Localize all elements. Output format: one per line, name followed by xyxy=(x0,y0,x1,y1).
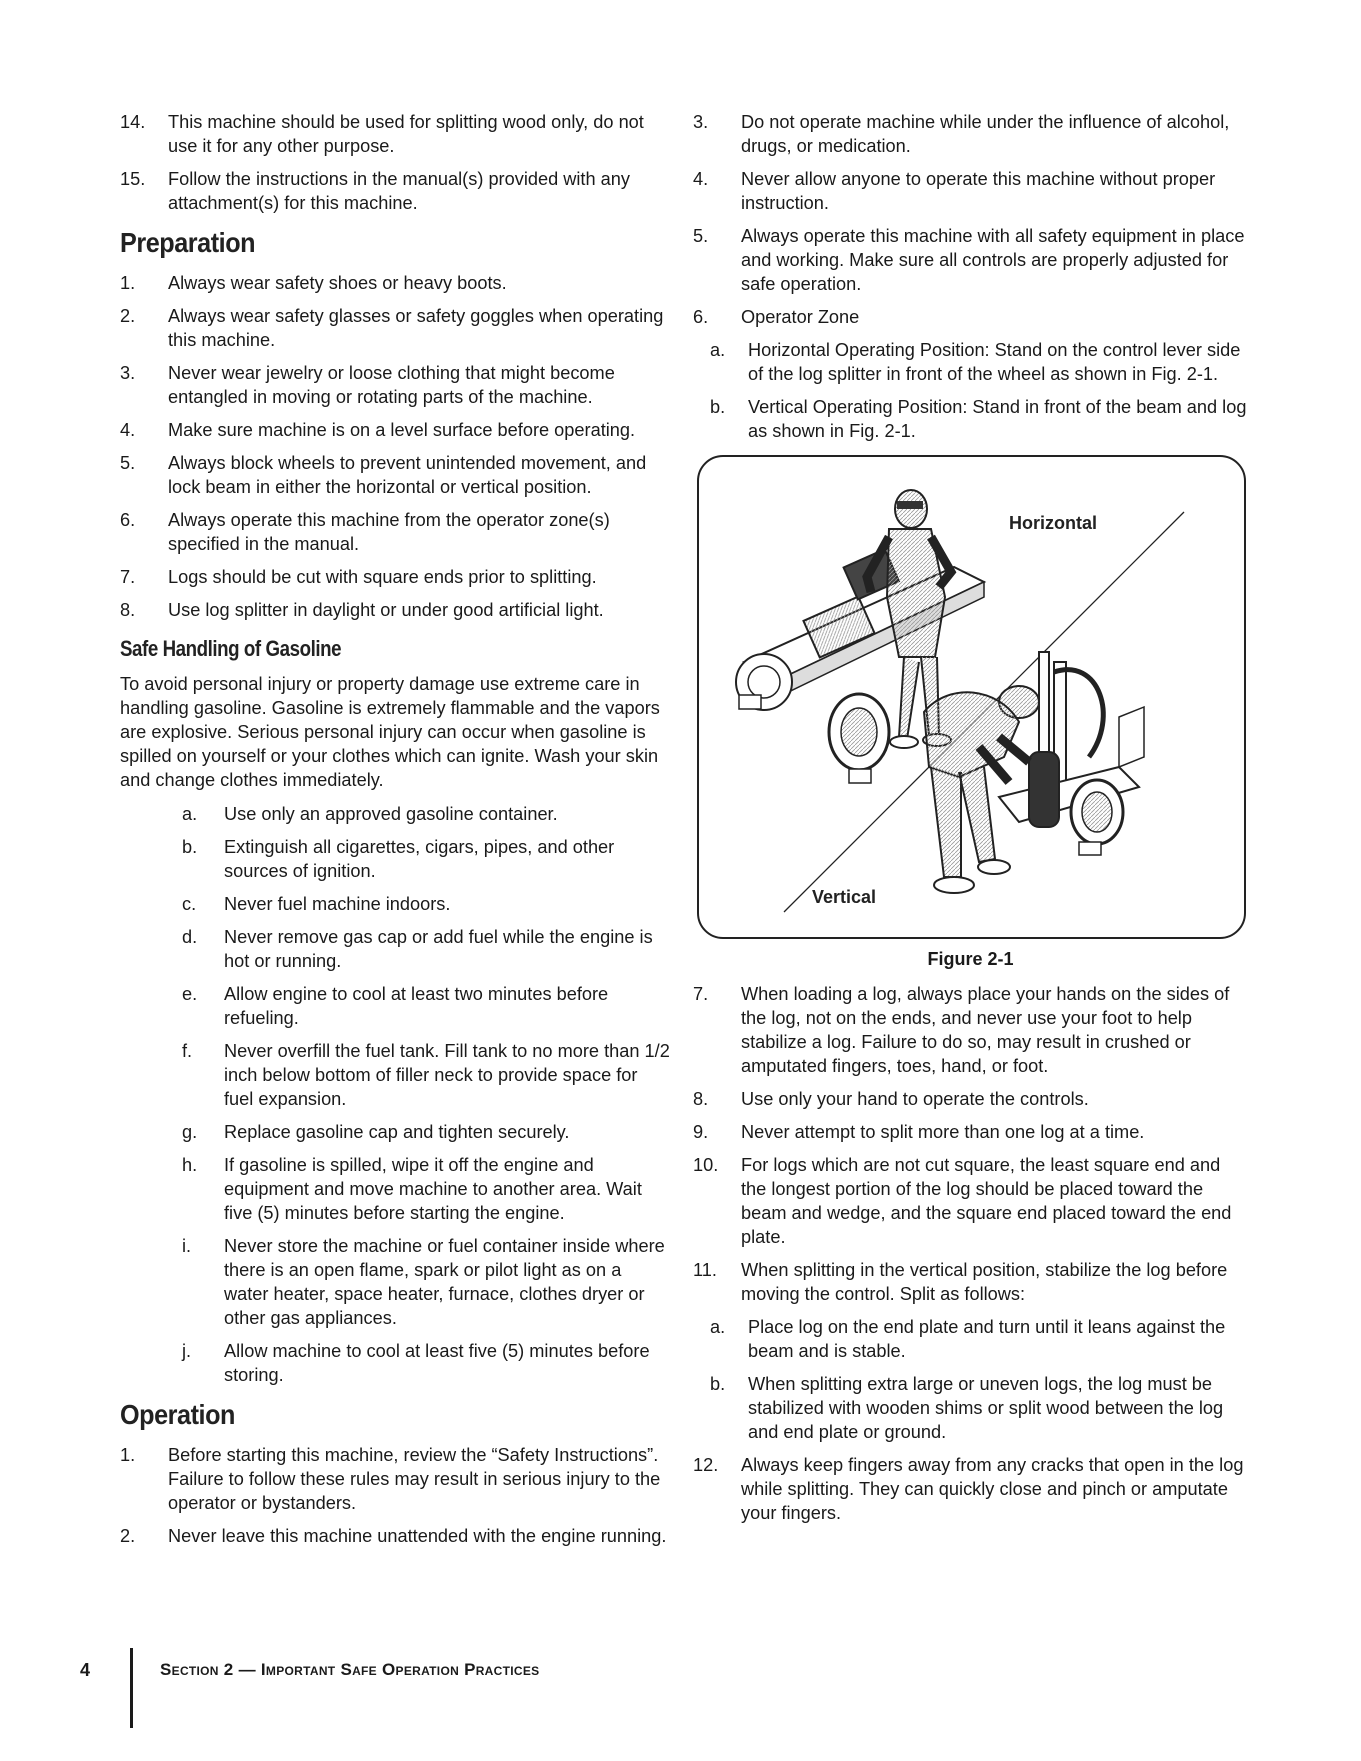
list-item: h. If gasoline is spilled, wipe it off the engine and equipment and move machine to another area. Wait five (5) minutes before starting the engine. xyxy=(182,1155,642,1223)
log-splitter-illustration xyxy=(699,457,1244,937)
list-item: 15. Follow the instructions in the manual(s) provided with any attachment(s) for this machine. xyxy=(120,169,630,213)
section-heading-operation: Operation xyxy=(120,1399,235,1430)
figure-caption: Figure 2-1 xyxy=(927,949,1014,969)
list-item: 1. Before starting this machine, review the “Safety Instructions”. Failure to follow these rules may result in serious injury to the operator or bystanders. xyxy=(120,1445,661,1513)
list-item: b. Vertical Operating Position: Stand in front of the beam and log as shown in Fig. 2-1. xyxy=(710,397,1247,441)
list-item: 6. Operator Zone xyxy=(693,307,860,327)
list-item: j. Allow machine to cool at least five (5) minutes before storing. xyxy=(182,1341,650,1385)
vertical-operator-figure xyxy=(924,686,1039,893)
list-item: b. Extinguish all cigarettes, cigars, pipes, and other sources of ignition. xyxy=(182,837,615,881)
list-item: f. Never overfill the fuel tank. Fill tank to no more than 1/2 inch below bottom of filler neck to provide space for fuel expansion. xyxy=(182,1041,670,1109)
list-item: i. Never store the machine or fuel container inside where there is an open flame, spark or pilot light as on a water heater, space heater, furnace, clothes dryer or other gas appliances. xyxy=(182,1236,665,1328)
list-item: a. Place log on the end plate and turn until it leans against the beam and is stable. xyxy=(710,1317,1226,1361)
list-item: 6. Always operate this machine from the operator zone(s) specified in the manual. xyxy=(120,510,610,554)
list-item: 11. When splitting in the vertical position, stabilize the log before moving the control. Split as follows: xyxy=(693,1260,1228,1304)
list-item: e. Allow engine to cool at least two minutes before refueling. xyxy=(182,984,609,1028)
list-item: d. Never remove gas cap or add fuel while the engine is hot or running. xyxy=(182,927,653,971)
list-item: 12. Always keep fingers away from any cracks that open in the log while splitting. They can quickly close and pinch or amputate your fingers. xyxy=(693,1455,1244,1523)
list-item: 7. When loading a log, always place your hands on the sides of the log, not on the ends, and never use your foot to help stabilize a log. Failure to do so, may result in crushed or amputated fingers, toes, hand, or foot. xyxy=(693,984,1230,1076)
subsection-heading-gasoline: Safe Handling of Gasoline xyxy=(120,636,342,661)
page-number: 4 xyxy=(80,1660,91,1680)
section-heading-preparation: Preparation xyxy=(120,227,256,258)
list-item: b. When splitting extra large or uneven logs, the log must be stabilized with wooden shims or split wood between the log and end plate or ground. xyxy=(710,1374,1224,1442)
list-item: 8. Use only your hand to operate the controls. xyxy=(693,1089,1089,1109)
list-item: a. Use only an approved gasoline container. xyxy=(182,804,558,824)
figure-illustration xyxy=(697,455,1246,939)
list-item: 10. For logs which are not cut square, the least square end and the longest portion of the log should be placed toward the beam and wedge, and the square end placed toward the end plate. xyxy=(693,1155,1232,1247)
vertical-label: Vertical xyxy=(812,887,877,907)
footer-section-title: Section 2 — Important Safe Operation Practices xyxy=(160,1660,540,1679)
list-item: 4. Make sure machine is on a level surface before operating. xyxy=(120,420,636,440)
horizontal-label: Horizontal xyxy=(1009,513,1097,533)
list-item: 8. Use log splitter in daylight or under good artificial light. xyxy=(120,600,604,620)
list-item: 3. Never wear jewelry or loose clothing that might become entangled in moving or rotating parts of the machine. xyxy=(120,363,615,407)
list-item: 5. Always operate this machine with all safety equipment in place and working. Make sure all controls are properly adjusted for safe operation. xyxy=(693,226,1245,294)
footer-divider xyxy=(130,1648,133,1728)
list-item: a. Horizontal Operating Position: Stand on the control lever side of the log splitter in front of the wheel as shown in Fig. 2-1. xyxy=(710,340,1241,384)
list-item: 4. Never allow anyone to operate this machine without proper instruction. xyxy=(693,169,1216,213)
list-item: 2. Never leave this machine unattended with the engine running. xyxy=(120,1526,667,1546)
list-item: 7. Logs should be cut with square ends prior to splitting. xyxy=(120,567,597,587)
gasoline-intro-paragraph: To avoid personal injury or property damage use extreme care in handling gasoline. Gasoline is extremely flammable and the vapors are explosive. Serious personal injury can occur when gasoline is spilled on yourself or your clothes which can ignite. Wash your skin and change clothes immediately. xyxy=(120,674,660,790)
list-item: 14. This machine should be used for splitting wood only, do not use it for any other purpose. xyxy=(120,112,644,156)
list-item: 1. Always wear safety shoes or heavy boots. xyxy=(120,273,507,293)
list-item: 9. Never attempt to split more than one log at a time. xyxy=(693,1122,1145,1142)
right-column xyxy=(693,110,1248,1534)
list-item: g. Replace gasoline cap and tighten securely. xyxy=(182,1122,570,1142)
list-item: c. Never fuel machine indoors. xyxy=(182,894,451,914)
list-item: 3. Do not operate machine while under the influence of alcohol, drugs, or medication. xyxy=(693,112,1230,156)
left-column xyxy=(120,110,670,1557)
list-item: 2. Always wear safety glasses or safety goggles when operating this machine. xyxy=(120,306,664,350)
list-item: 5. Always block wheels to prevent unintended movement, and lock beam in either the horizontal or vertical position. xyxy=(120,453,647,497)
